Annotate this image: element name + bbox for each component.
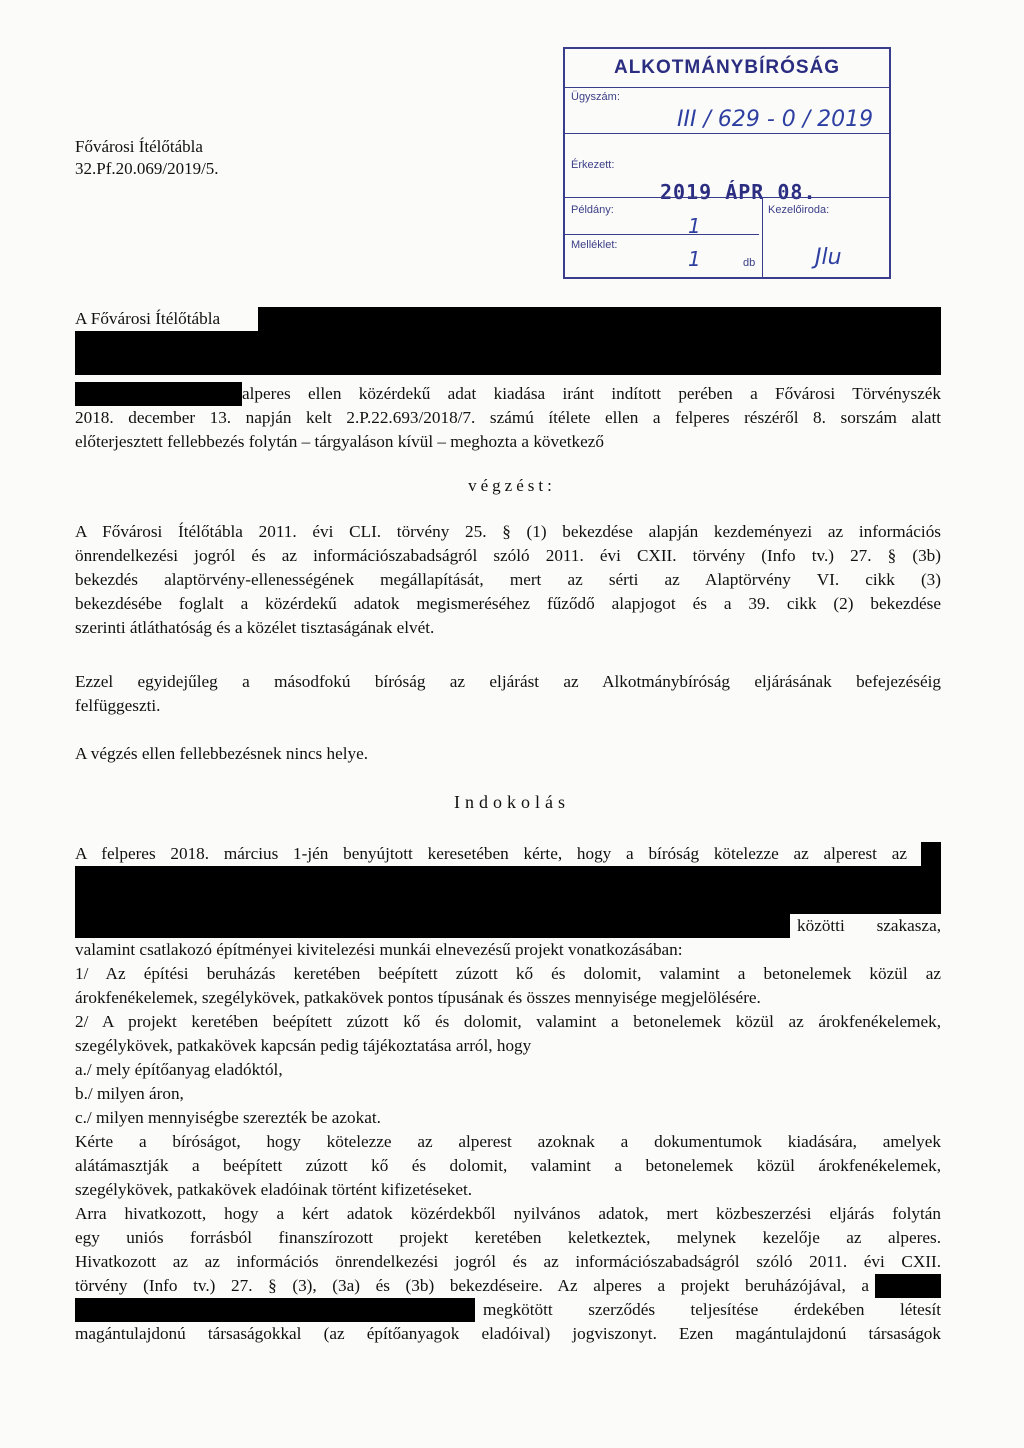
redaction-block [75, 1298, 475, 1322]
reasoning-heading: Indokolás [454, 792, 570, 812]
receipt-stamp [563, 47, 891, 279]
stamp-divider [565, 133, 889, 134]
stamp-attachment-value: 1 [688, 247, 701, 271]
reasoning-line: 1/ Az építési beruházás keretében beépített zúzott kő és dolomit, valamint a betonelemek közül az [75, 964, 941, 983]
reasoning-line: b./ milyen áron, [75, 1084, 184, 1103]
court-name: Fővárosi Ítélőtábla [75, 137, 203, 156]
redaction-block [75, 866, 941, 890]
redaction-block [921, 842, 941, 866]
reasoning-line: a./ mely építőanyag eladóktól, [75, 1060, 283, 1079]
order-line: A Fővárosi Ítélőtábla 2011. évi CLI. törvény 25. § (1) bekezdése alapján kezdeményezi az információs [75, 522, 941, 541]
reasoning-line [75, 866, 941, 890]
intro-line [75, 382, 941, 406]
stamp-divider [565, 197, 889, 198]
stamp-copy-label: Példány: [571, 204, 614, 216]
redaction-block [258, 307, 941, 331]
case-number: 32.Pf.20.069/2019/5. [75, 159, 219, 178]
stamp-received-label: Érkezett: [571, 159, 615, 171]
stamp-divider [762, 197, 763, 277]
no-appeal-line: A végzés ellen fellebbezésnek nincs helye. [75, 744, 369, 763]
stamp-attachment-unit: db [743, 257, 756, 269]
reasoning-line: szegélykövek, patkakövek kapcsán pedig tájékoztatása arról, hogy [75, 1036, 532, 1055]
redaction-block [75, 382, 242, 406]
reasoning-line: valamint csatlakozó építményei kivitelezési munkái elnevezésű projekt vonatkozásában: [75, 940, 683, 959]
stamp-office-label: Kezelőiroda: [768, 204, 830, 216]
reasoning-line [75, 1274, 941, 1298]
reasoning-line: magántulajdonú társaságokkal (az építőanyagok eladóival) jogviszonyt. Ezen magántulajdonú társaságok [75, 1324, 941, 1343]
redaction-block [75, 890, 941, 914]
order-heading: végzést: [468, 476, 556, 495]
reasoning-line: egy uniós forrásból finanszírozott projekt keretében keletkeztek, melynek kezelője az alperes. [75, 1228, 941, 1247]
intro-start: A Fővárosi Ítélőtábla [75, 309, 221, 328]
redaction-block [75, 331, 941, 355]
intro-line [75, 331, 941, 355]
intro-line [75, 355, 941, 379]
reasoning-line [75, 890, 941, 914]
reasoning-paragraph [75, 842, 941, 1346]
intro-text: 2018. december 13. napján kelt 2.P.22.693/2018/7. számú ítélete ellen a felperes részéről 8. sorszám alatt [75, 408, 941, 427]
intro-text: előterjesztett fellebbezés folytán – tárgyaláson kívül – meghozta a következő [75, 432, 604, 451]
reasoning-line: Hivatkozott az az információs önrendelkezési jogról és az információszabadságról szóló 2011. évi CXII. [75, 1252, 941, 1271]
no-appeal-text [75, 742, 941, 766]
reasoning-text: közötti szakasza, [797, 916, 941, 935]
intro-line [75, 307, 941, 331]
reasoning-line: Kérte a bíróságot, hogy kötelezze az alperest azoknak a dokumentumok kiadására, amelyek [75, 1132, 941, 1151]
stamp-copy-value: 1 [688, 214, 701, 238]
suspension-line: Ezzel egyidejűleg a másodfokú bíróság az eljárást az Alkotmánybíróság eljárásának befejezéséig [75, 672, 941, 691]
reasoning-line: Arra hivatkozott, hogy a kért adatok közérdekből nyilvános adatok, mert közbeszerzési eljárás folytán [75, 1204, 941, 1223]
stamp-title: ALKOTMÁNYBÍRÓSÁG [613, 57, 841, 78]
stamp-divider [565, 234, 759, 235]
reasoning-line: alátámasztják a beépített zúzott kő és dolomit, valamint a betonelemek közül árokfenékelemek, [75, 1156, 941, 1175]
suspension-line: felfüggeszti. [75, 696, 161, 715]
reasoning-line [75, 1298, 941, 1322]
order-line: bekezdés alaptörvény-ellenességének megállapítását, mert az sérti az Alaptörvény VI. cikk (3) [75, 570, 941, 589]
redaction-block [75, 355, 941, 375]
order-line: szerinti átláthatóság és a közélet tisztaságának elvét. [75, 618, 435, 637]
redaction-block [875, 1274, 941, 1298]
order-paragraph [75, 520, 941, 640]
reasoning-line [75, 842, 941, 866]
stamp-initials: Jlu [815, 245, 842, 270]
order-line: bekezdésébe foglalt a közérdekű adatok megismeréséhez fűződő alapjogot és a 39. cikk (2) bekezdése [75, 594, 941, 613]
reasoning-line [75, 914, 941, 938]
reasoning-line: árokfenékelemek, szegélykövek, patkakövek pontos típusának és összes mennyisége megjelölésére. [75, 988, 761, 1007]
reasoning-text: törvény (Info tv.) 27. § (3), (3a) és (3b) bekezdéseire. Az alperes a projekt beruházójával, a [75, 1276, 869, 1295]
reasoning-line: szegélykövek, patkakövek eladóinak történt kifizetéseket. [75, 1180, 473, 1199]
reasoning-line: c./ milyen mennyiségbe szerezték be azokat. [75, 1108, 381, 1127]
intro-text: alperes ellen közérdekű adat kiadása iránt indított perében a Fővárosi Törvényszék [242, 384, 941, 403]
reasoning-line: 2/ A projekt keretében beépített zúzott kő és dolomit, valamint a betonelemek közül az árokfenékelemek, [75, 1012, 941, 1031]
stamp-case-label: Ügyszám: [571, 91, 620, 103]
reasoning-text: megkötött szerződés teljesítése érdekében létesít [483, 1300, 941, 1319]
stamp-divider [565, 87, 889, 88]
stamp-case-value: III / 629 - 0 / 2019 [677, 107, 874, 132]
court-header [75, 136, 219, 180]
stamp-attachment-label: Melléklet: [571, 239, 618, 251]
stamp-received-date: 2019 ÁPR 08. [660, 180, 817, 204]
suspension-paragraph [75, 670, 941, 718]
redaction-block [75, 914, 790, 938]
order-line: önrendelkezési jogról és az információszabadságról szóló 2011. évi CXII. törvény (Info tv.) 27. § (3b) [75, 546, 941, 565]
reasoning-text: A felperes 2018. március 1-jén benyújtott keresetében kérte, hogy a bíróság kötelezze az alperest az [75, 844, 907, 863]
intro-paragraph [75, 307, 941, 451]
